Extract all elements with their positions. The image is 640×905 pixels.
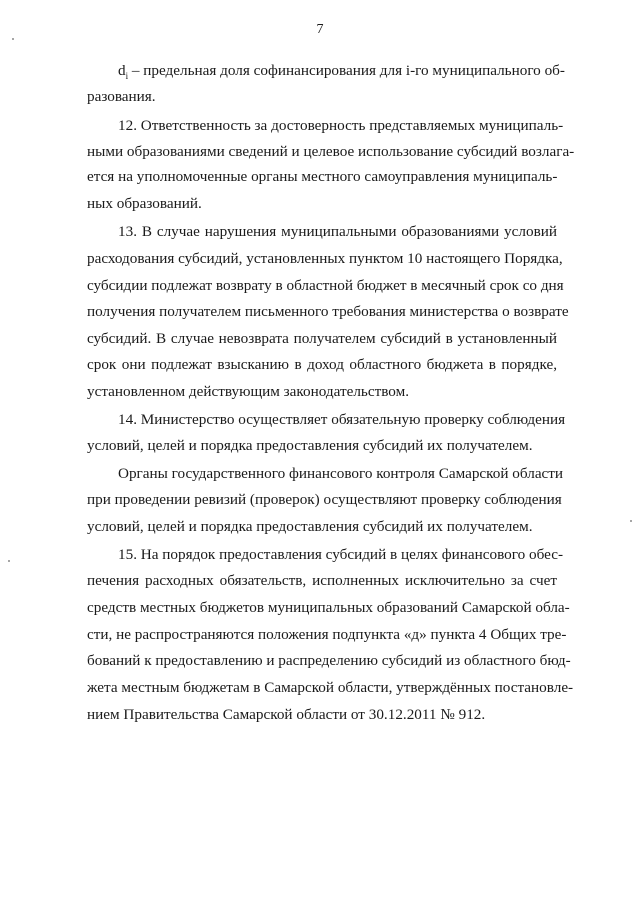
scan-speck — [8, 560, 10, 562]
scan-speck — [12, 38, 14, 40]
text-line: получения получателем письменного требования министерства о возврате — [87, 303, 569, 320]
text-line: 13. В случае нарушения муниципальными образованиями условий — [118, 223, 557, 240]
text-line: установленном действующим законодательством. — [87, 383, 410, 400]
text-line: сти, не распространяются положения подпункта «д» пункта 4 Общих тре- — [87, 626, 567, 643]
text-line: срок они подлежат взысканию в доход областного бюджета в порядке, — [87, 356, 557, 373]
text-line: расходования субсидий, установленных пунктом 10 настоящего Порядка, — [87, 250, 563, 267]
variable-d: d — [118, 62, 126, 79]
text-line: 15. На порядок предоставления субсидий в целях финансового обес- — [118, 546, 564, 563]
text-line: 14. Министерство осуществляет обязательную проверку соблюдения — [118, 411, 566, 428]
text-line: печения расходных обязательств, исполненных исключительно за счет — [87, 572, 557, 589]
text-line — [118, 62, 565, 82]
text-line: ется на уполномоченные органы местного самоуправления муниципаль- — [87, 168, 558, 185]
page-number: 7 — [316, 22, 324, 37]
text-line: нием Правительства Самарской области от 30.12.2011 № 912. — [87, 706, 486, 723]
text-line: ными образованиями сведений и целевое использование субсидий возлага- — [87, 143, 575, 160]
variable-subscript-i: i — [125, 71, 129, 82]
scan-speck — [630, 520, 632, 522]
text-line: бований к предоставлению и распределению субсидий из областного бюд- — [87, 652, 571, 669]
text-line: разования. — [87, 88, 156, 105]
definition-text: – предельная доля софинансирования для i-го муниципального об- — [128, 62, 565, 79]
text-line: Органы государственного финансового контроля Самарской области — [118, 465, 564, 482]
text-line: условий, целей и порядка предоставления субсидий их получателем. — [87, 437, 533, 454]
text-line: условий, целей и порядка предоставления субсидий их получателем. — [87, 518, 533, 535]
text-line: при проведении ревизий (проверок) осуществляют проверку соблюдения — [87, 491, 562, 508]
text-line: средств местных бюджетов муниципальных образований Самарской обла- — [87, 599, 570, 616]
text-line: субсидий. В случае невозврата получателем субсидий в установленный — [87, 330, 557, 347]
text-line: ных образований. — [87, 195, 202, 212]
text-line: 12. Ответственность за достоверность представляемых муниципаль- — [118, 117, 564, 134]
text-line: субсидии подлежат возврату в областной бюджет в месячный срок со дня — [87, 277, 564, 294]
text-line: жета местным бюджетам в Самарской области, утверждённых постановле- — [87, 679, 574, 696]
